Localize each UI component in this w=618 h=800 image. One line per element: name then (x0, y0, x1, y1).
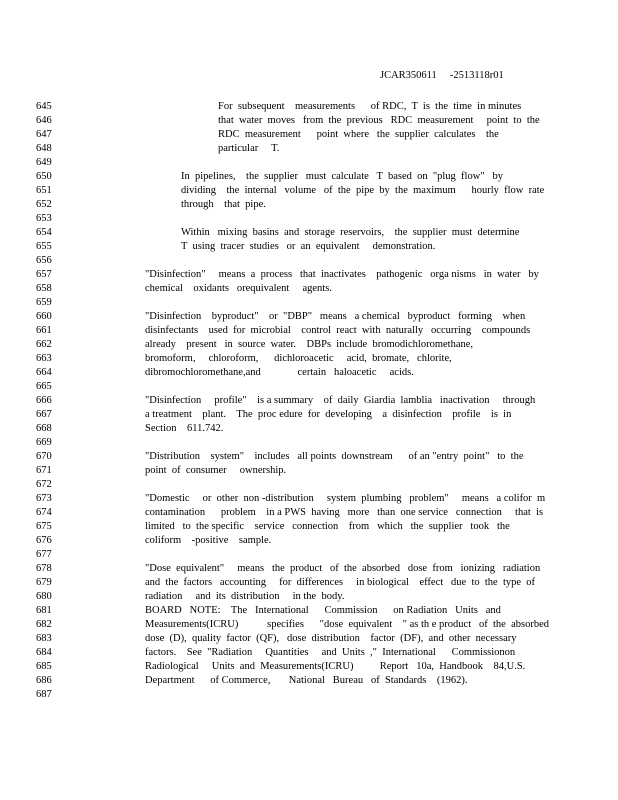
line-number: 680 (36, 591, 52, 602)
line-number: 658 (36, 283, 52, 294)
line-text: "Disinfection byproduct" or "DBP" means a chemical byproduct forming when (145, 311, 526, 322)
line-number: 666 (36, 395, 52, 406)
document-header-id: JCAR350611 -2513118r01 (380, 70, 504, 81)
line-number: 673 (36, 493, 52, 504)
line-text: In pipelines, the supplier must calculate T based on "plug flow" by (181, 171, 503, 182)
line-number: 683 (36, 633, 52, 644)
line-text: Within mixing basins and storage reservoirs, the supplier must determine (181, 227, 520, 238)
line-text: disinfectants used for microbial control react with naturally occurring compounds (145, 325, 531, 336)
line-number: 674 (36, 507, 52, 518)
line-text: RDC measurement point where the supplier calculates the (218, 129, 499, 140)
line-number: 677 (36, 549, 52, 560)
line-number: 656 (36, 255, 52, 266)
line-number: 672 (36, 479, 52, 490)
line-number: 655 (36, 241, 52, 252)
line-number: 667 (36, 409, 52, 420)
line-number: 687 (36, 689, 52, 700)
line-text: factors. See "Radiation Quantities and Units ," International Commissionon (145, 647, 516, 658)
line-number: 649 (36, 157, 52, 168)
line-number: 678 (36, 563, 52, 574)
line-number: 665 (36, 381, 52, 392)
line-number: 663 (36, 353, 52, 364)
line-number: 671 (36, 465, 52, 476)
line-text: radiation and its distribution in the body. (145, 591, 345, 602)
line-number: 645 (36, 101, 52, 112)
line-text: BOARD NOTE: The International Commission on Radiation Units and (145, 605, 501, 616)
line-number: 652 (36, 199, 52, 210)
line-number: 648 (36, 143, 52, 154)
line-number: 654 (36, 227, 52, 238)
line-text: already present in source water. DBPs include bromodichloromethane, (145, 339, 474, 350)
line-number: 646 (36, 115, 52, 126)
line-number: 664 (36, 367, 52, 378)
line-number: 659 (36, 297, 52, 308)
line-text: contamination problem in a PWS having more than one service connection that is (145, 507, 544, 518)
line-text: bromoform, chloroform, dichloroacetic acid, bromate, chlorite, (145, 353, 452, 364)
line-text: "Distribution system" includes all points downstream of an "entry point" to the (145, 451, 524, 462)
line-text: Measurements(ICRU) specifies "dose equivalent " as th e product of the absorbed (145, 619, 549, 630)
line-number: 657 (36, 269, 52, 280)
line-number: 653 (36, 213, 52, 224)
line-text: T using tracer studies or an equivalent demonstration. (181, 241, 436, 252)
line-number: 679 (36, 577, 52, 588)
line-text: through that pipe. (181, 199, 266, 210)
line-text: particular T. (218, 143, 280, 154)
line-number: 662 (36, 339, 52, 350)
line-number: 660 (36, 311, 52, 322)
line-number: 685 (36, 661, 52, 672)
line-number: 681 (36, 605, 52, 616)
line-text: dibromochloromethane,and certain haloacetic acids. (145, 367, 414, 378)
line-text: limited to the specific service connection from which the supplier took the (145, 521, 510, 532)
line-number: 684 (36, 647, 52, 658)
line-number: 647 (36, 129, 52, 140)
line-number: 669 (36, 437, 52, 448)
line-text: "Domestic or other non -distribution system plumbing problem" means a colifor m (145, 493, 546, 504)
line-text: Department of Commerce, National Bureau of Standards (1962). (145, 675, 468, 686)
line-number: 682 (36, 619, 52, 630)
line-text: "Disinfection" means a process that inactivates pathogenic orga nisms in water by (145, 269, 539, 280)
line-text: that water moves from the previous RDC measurement point to the (218, 115, 540, 126)
line-text: For subsequent measurements of RDC, T is the time in minutes (218, 101, 522, 112)
line-text: "Disinfection profile" is a summary of daily Giardia lamblia inactivation through (145, 395, 536, 406)
line-number: 651 (36, 185, 52, 196)
line-number: 668 (36, 423, 52, 434)
line-number: 661 (36, 325, 52, 336)
line-text: Radiological Units and Measurements(ICRU) Report 10a, Handbook 84,U.S. (145, 661, 526, 672)
line-text: "Dose equivalent" means the product of the absorbed dose from ionizing radiation (145, 563, 541, 574)
line-text: and the factors accounting for differences in biological effect due to the type of (145, 577, 536, 588)
line-text: a treatment plant. The proc edure for developing a disinfection profile is in (145, 409, 512, 420)
line-number: 686 (36, 675, 52, 686)
line-number: 670 (36, 451, 52, 462)
line-text: dose (D), quality factor (QF), dose distribution factor (DF), and other necessary (145, 633, 517, 644)
line-number: 676 (36, 535, 52, 546)
line-text: coliform -positive sample. (145, 535, 272, 546)
line-number: 650 (36, 171, 52, 182)
line-number: 675 (36, 521, 52, 532)
line-text: point of consumer ownership. (145, 465, 287, 476)
line-text: Section 611.742. (145, 423, 224, 434)
line-text: chemical oxidants orequivalent agents. (145, 283, 332, 294)
line-text: dividing the internal volume of the pipe by the maximum hourly flow rate (181, 185, 545, 196)
